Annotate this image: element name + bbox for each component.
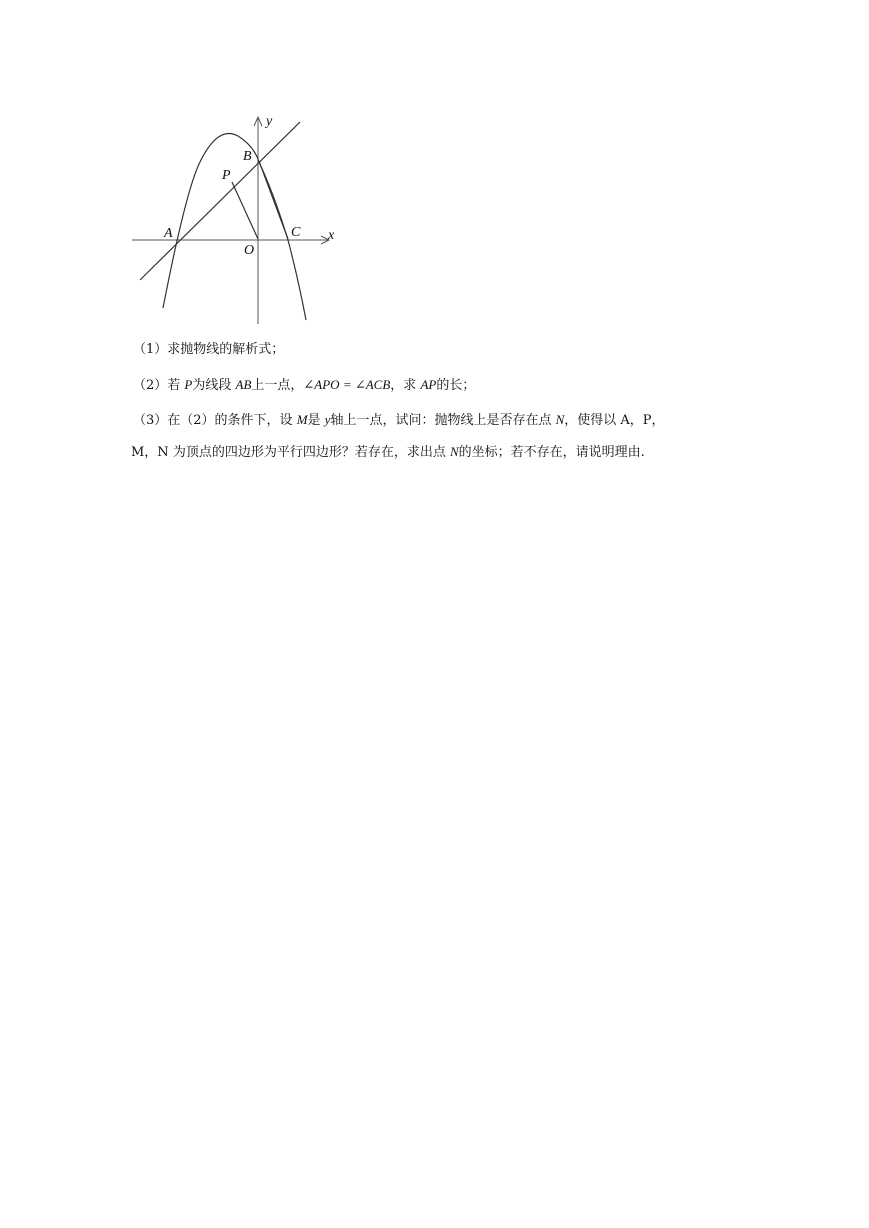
label-b: B [243,149,252,164]
question-1 [133,342,284,358]
question-1-text: （1）求抛物线的解析式； [133,342,285,357]
parabola-figure [128,108,348,330]
segment-po [232,182,258,239]
q2-text-2: 为线段 [192,378,236,393]
label-a: A [164,226,173,241]
label-o: O [244,243,255,258]
q2-text-4: ，求 [390,378,421,393]
q2-text-1: （2）若 [133,378,185,393]
q2-var-p: P [184,377,193,392]
q3-var-n: N [555,412,565,427]
q3-line2-text-1: M，N 为顶点的四边形为平行四边形？若存在，求出点 [131,445,450,460]
segment-bc [259,161,288,239]
label-y: y [266,114,273,129]
q2-var-ap: AP [420,377,437,392]
q3-text-1: （3）在（2）的条件下，设 [133,413,297,428]
q3-line2-text-2: 的坐标；若不存在，请说明理由. [458,445,645,460]
label-p: P [222,168,231,183]
label-c: C [291,225,301,240]
q3-text-2: 是 [307,413,325,428]
q2-var-ab: AB [235,377,252,392]
question-3-line-2 [131,444,645,461]
line-ab [140,122,300,280]
q2-angle-equation: ∠APO = ∠ACB [303,377,391,392]
question-2 [133,377,475,394]
question-3-line-1 [133,412,665,429]
q3-var-y: y [324,412,331,427]
q2-text-5: 的长； [436,378,476,393]
label-x: x [328,228,335,243]
q2-text-3: 上一点， [251,378,304,393]
q3-line2-var-n: N [449,444,459,459]
parabola-curve [163,133,306,320]
q3-var-m: M [296,412,308,427]
q3-text-3: 轴上一点，试问：抛物线上是否存在点 [330,413,556,428]
q3-text-4: ，使得以 A，P， [564,413,665,428]
